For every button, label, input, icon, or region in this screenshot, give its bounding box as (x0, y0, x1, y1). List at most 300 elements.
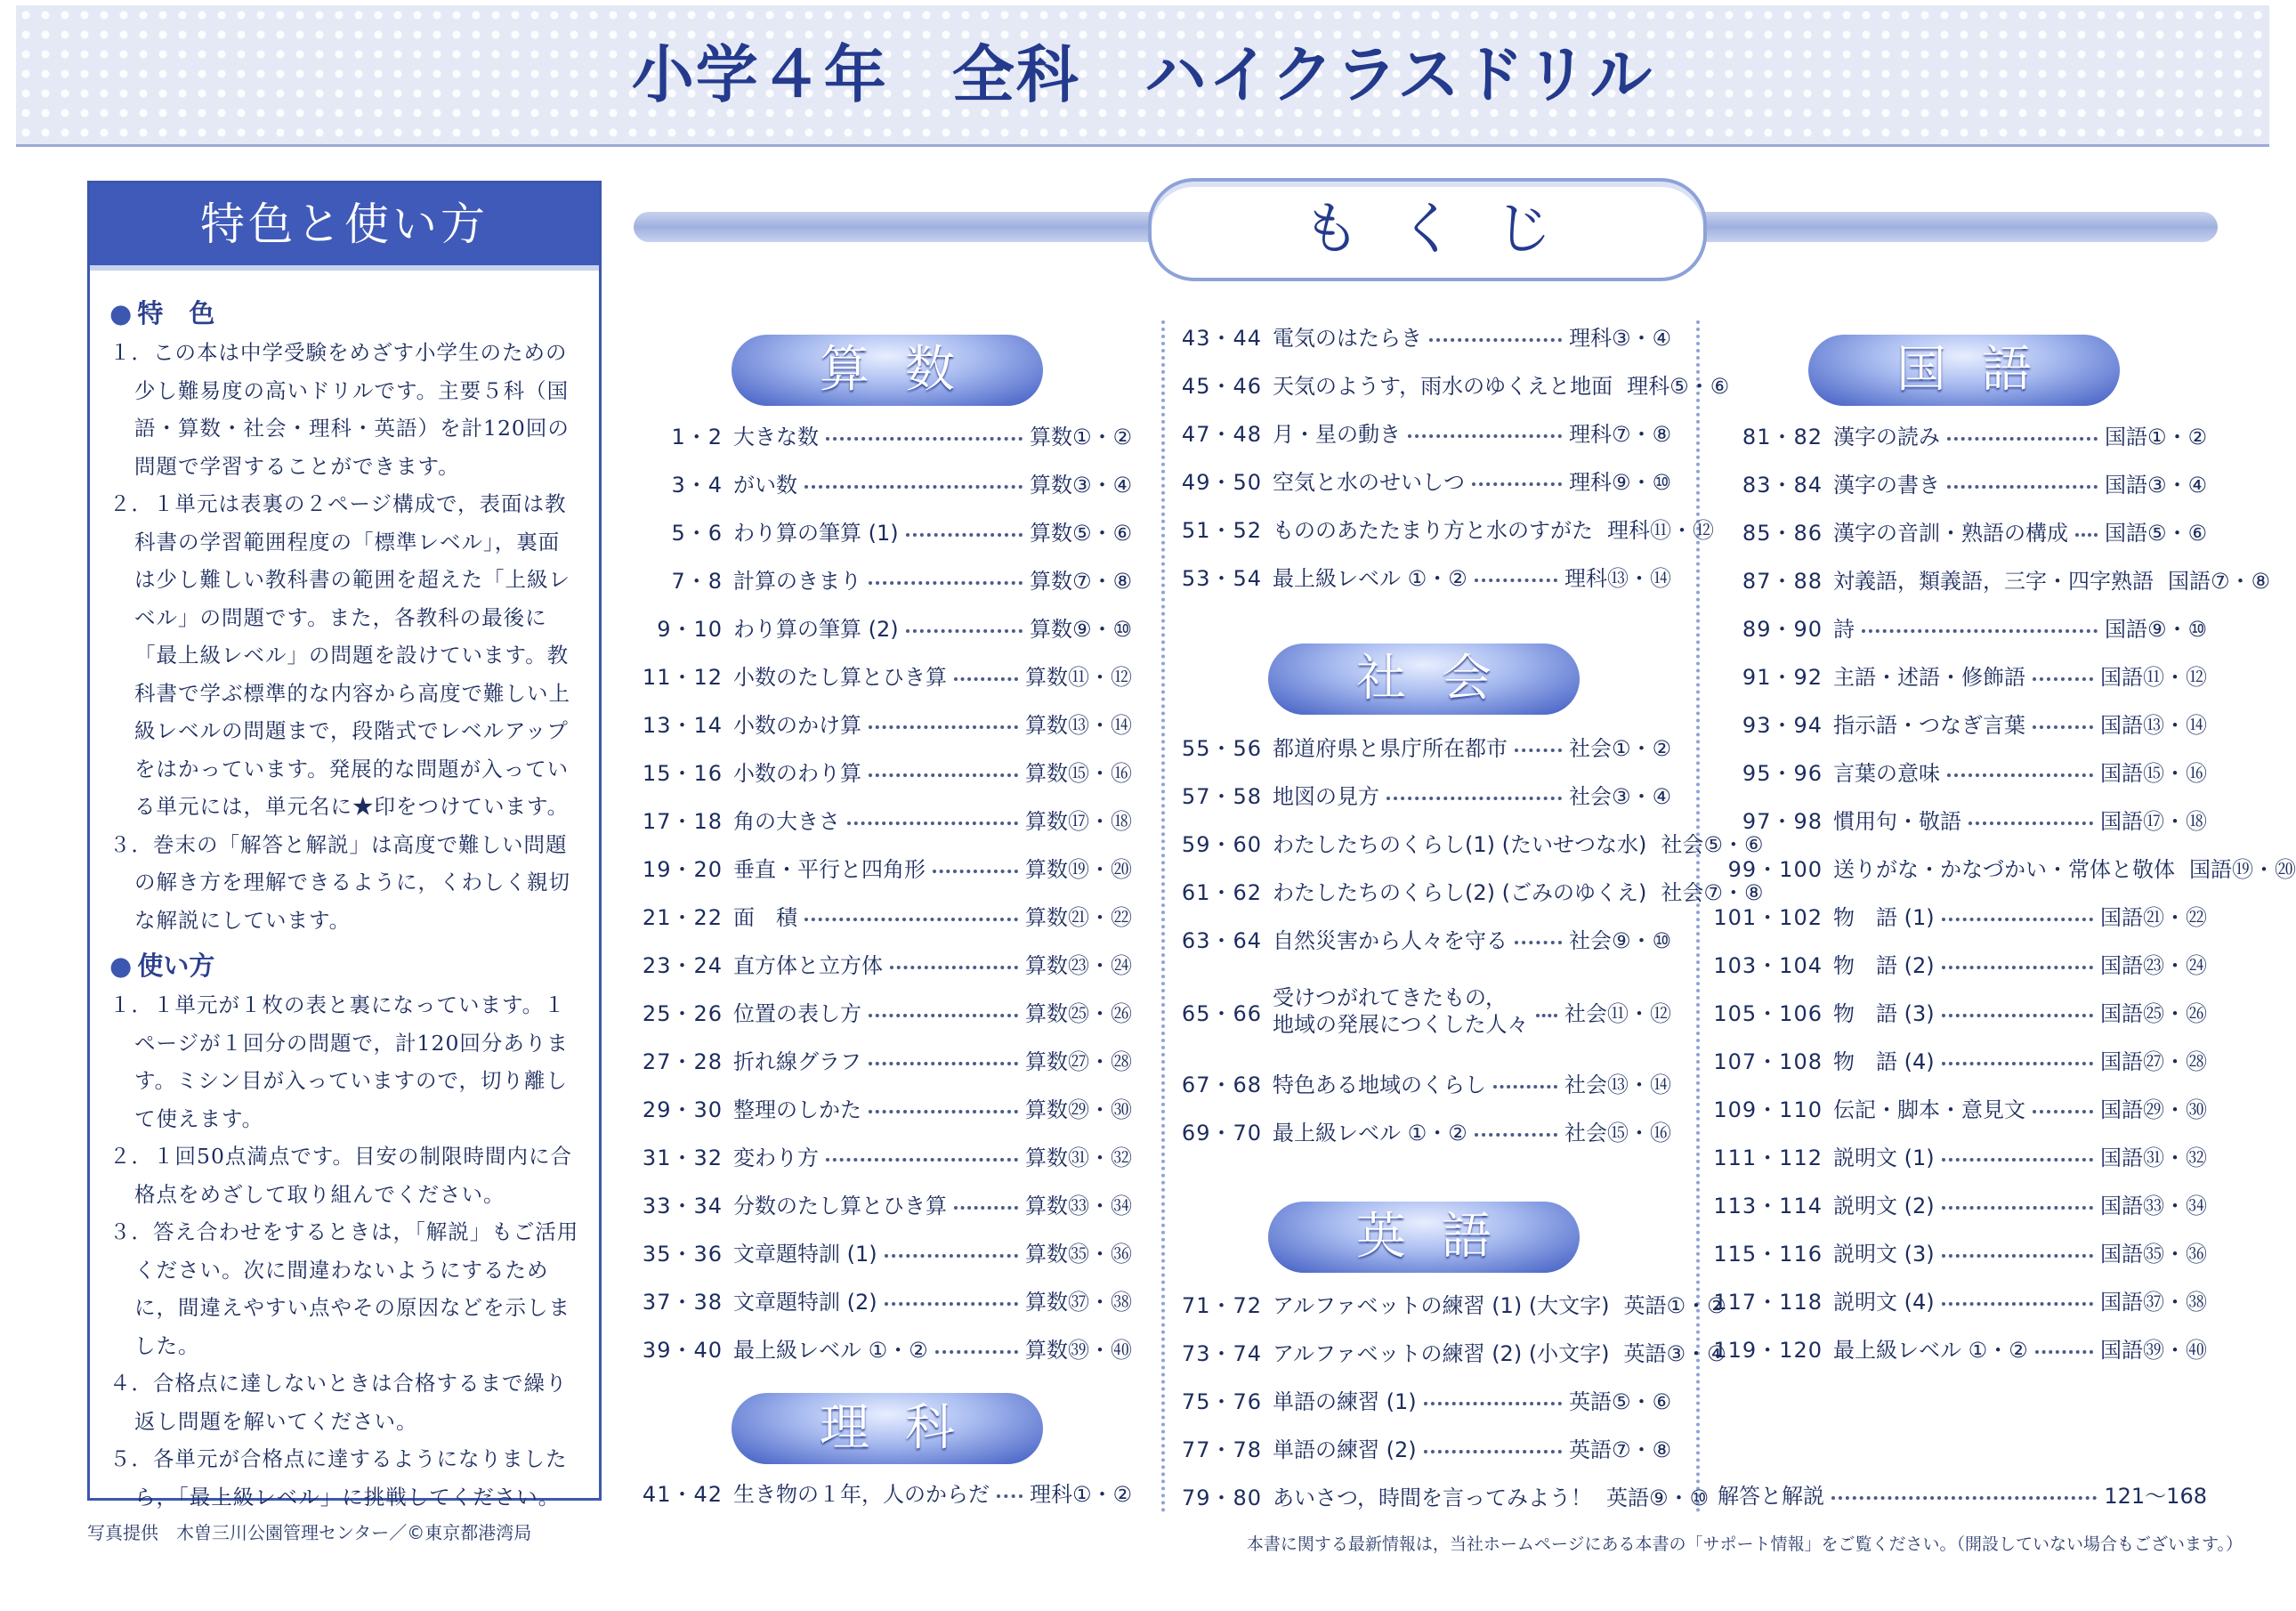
leader-dots (935, 1341, 1018, 1354)
leader-dots (2035, 1341, 2093, 1354)
toc-page-ref: 国語⑤・⑥ (2104, 520, 2207, 546)
toc-row[interactable] (634, 1472, 1132, 1511)
usage-item: ３．答え合わせをするときは，「解説」もご活用ください。次に間違わないようにするために，間違えやすい点やその原因などを示しました。 (109, 1219, 579, 1358)
toc-unit-number: 117・118 (1713, 1289, 1823, 1315)
toc-unit-number: 109・110 (1713, 1097, 1823, 1122)
toc-unit-number: 5・6 (671, 520, 723, 546)
toc-unit-title: 説明文 (1) (1833, 1145, 1935, 1170)
toc-unit-number: 43・44 (1181, 325, 1262, 351)
toc-row[interactable] (1709, 1328, 2207, 1367)
toc-unit-number: 13・14 (642, 712, 723, 738)
leader-dots (1408, 425, 1562, 438)
toc-page-ref: 算数③・④ (1029, 472, 1132, 498)
leader-dots (997, 1486, 1023, 1498)
toc-unit-number: 79・80 (1181, 1485, 1262, 1510)
leader-dots (869, 1005, 1018, 1017)
toc-row[interactable] (634, 511, 1132, 550)
features-panel-title: 特色と使い方 (90, 183, 599, 271)
leader-dots (869, 716, 1018, 729)
toc-page-ref: 国語㉑・㉒ (2100, 904, 2207, 930)
toc-unit-title: わたしたちのくらし(2) (ごみのゆくえ) (1273, 879, 1647, 905)
toc-row[interactable] (634, 992, 1132, 1031)
toc-row[interactable] (1709, 607, 2207, 646)
toc-page-ref: 国語㉟・㊱ (2100, 1241, 2207, 1267)
toc-unit-number: 99・100 (1727, 856, 1823, 882)
leader-dots (1386, 788, 1562, 800)
toc-page-ref: 算数⑰・⑱ (1025, 808, 1132, 834)
usage-item: ２．１回50点満点です。目安の制限時間内に合格点をめざして取り組んでください。 (109, 1144, 573, 1207)
toc-page-ref: 理科③・④ (1568, 325, 1671, 351)
toc-row[interactable] (634, 703, 1132, 742)
toc-row[interactable] (1173, 1283, 1726, 1323)
toc-page-ref: 理科①・② (1029, 1481, 1132, 1507)
toc-unit-title: 受けつがれてきたもの， 地域の発展につくした人々 (1273, 985, 1529, 1037)
toc-unit-number: 101・102 (1713, 904, 1823, 930)
toc-unit-title: 主語・述語・修飾語 (1833, 664, 2025, 690)
toc-unit-title: もののあたたまり方と水のすがた (1273, 517, 1593, 543)
toc-page-ref: 国語⑬・⑭ (2100, 712, 2207, 738)
toc-row[interactable] (1709, 559, 2271, 598)
leader-dots (954, 1197, 1018, 1210)
toc-row[interactable] (1173, 919, 1671, 958)
toc-unit-title: 文章題特訓 (2) (733, 1289, 877, 1315)
toc-unit-title: 漢字の音訓・熟語の構成 (1833, 520, 2068, 546)
section-title-features: ● 特 色 (109, 298, 215, 328)
toc-page-ref: 算数⑨・⑩ (1029, 616, 1132, 642)
toc-unit-number: 105・106 (1713, 1000, 1823, 1026)
leader-dots (1475, 570, 1557, 582)
leader-dots (1472, 474, 1562, 486)
toc-unit-title: 物 語 (3) (1833, 1000, 1935, 1026)
toc-page-ref: 算数㉛・㉜ (1025, 1145, 1132, 1170)
toc-row[interactable] (1173, 1111, 1671, 1150)
answers-title: 解答と解説 (1718, 1483, 1824, 1509)
subject-label-japanese: 国語 (1808, 335, 2120, 406)
toc-row[interactable] (1173, 1063, 1671, 1102)
toc-unit-title: わり算の筆算 (1) (733, 520, 899, 546)
toc-unit-number: 57・58 (1181, 783, 1262, 809)
toc-page-ref: 国語⑮・⑯ (2100, 760, 2207, 786)
toc-unit-number: 33・34 (642, 1193, 723, 1218)
toc-unit-number: 63・64 (1181, 927, 1262, 953)
answers-row[interactable] (1718, 1474, 2207, 1513)
toc-page-ref: 国語㉛・㉜ (2100, 1145, 2207, 1170)
toc-page-ref: 算数㉓・㉔ (1025, 952, 1132, 978)
leader-dots (1947, 765, 2093, 777)
leader-dots (885, 1245, 1018, 1258)
toc-unit-number: 55・56 (1181, 735, 1262, 761)
toc-row[interactable] (1709, 1184, 2207, 1223)
toc-unit-title: わり算の筆算 (2) (733, 616, 899, 642)
toc-unit-number: 59・60 (1181, 831, 1262, 857)
toc-row[interactable] (1709, 1088, 2207, 1127)
toc-unit-number: 47・48 (1181, 421, 1262, 447)
leader-dots (869, 1101, 1018, 1113)
toc-page-ref: 算数㉙・㉚ (1025, 1097, 1132, 1122)
toc-page-ref: 英語⑨・⑩ (1606, 1485, 1710, 1510)
leader-dots (954, 668, 1018, 681)
toc-unit-title: 小数のたし算とひき算 (733, 664, 947, 690)
toc-row[interactable] (1709, 1136, 2207, 1175)
toc-page-ref: 社会⑤・⑥ (1661, 831, 1764, 857)
toc-unit-title: 指示語・つなぎ言葉 (1833, 712, 2025, 738)
toc-page-ref: 国語⑲・⑳ (2189, 856, 2296, 882)
toc-row[interactable] (1709, 1232, 2207, 1271)
features-panel (87, 181, 602, 1510)
toc-page-ref: 国語⑰・⑱ (2100, 808, 2207, 834)
toc-page-ref: 理科⑨・⑩ (1568, 469, 1671, 495)
toc-unit-number: 41・42 (642, 1481, 723, 1507)
toc-row[interactable] (1709, 655, 2207, 694)
feature-item: ３．巻末の「解答と解説」は高度で難しい問題の解き方を理解できるように，くわしく親切な解説にしています。 (109, 831, 570, 933)
toc-unit-title: 地図の見方 (1273, 783, 1379, 809)
toc-row[interactable] (634, 895, 1132, 935)
toc-page-ref: 理科⑦・⑧ (1568, 421, 1671, 447)
toc-page-ref: 国語㊲・㊳ (2100, 1289, 2207, 1315)
toc-row[interactable] (1709, 511, 2207, 550)
toc-unit-title: 詩 (1833, 616, 1855, 642)
toc-unit-number: 23・24 (642, 952, 723, 978)
toc-unit-title: 漢字の読み (1833, 424, 1940, 449)
toc-unit-title: がい数 (733, 472, 797, 498)
toc-unit-number: 45・46 (1181, 373, 1262, 399)
toc-page-ref: 算数㊲・㊳ (1025, 1289, 1132, 1315)
toc-unit-number: 89・90 (1742, 616, 1823, 642)
leader-dots (2033, 716, 2093, 729)
toc-row[interactable] (634, 559, 1132, 598)
toc-row[interactable] (1709, 895, 2207, 935)
subject-label-math: 算数 (732, 335, 1043, 406)
toc-unit-number: 49・50 (1181, 469, 1262, 495)
toc-unit-number: 77・78 (1181, 1437, 1262, 1462)
toc-unit-number: 3・4 (671, 472, 723, 498)
toc-page-ref: 算数⑮・⑯ (1025, 760, 1132, 786)
toc-row[interactable] (1173, 460, 1671, 499)
toc-unit-title: アルファベットの練習 (2) (小文字) (1273, 1340, 1610, 1366)
toc-page-ref: 国語㉗・㉘ (2100, 1048, 2207, 1074)
toc-row[interactable] (1709, 751, 2207, 790)
leader-dots (804, 909, 1018, 921)
leader-dots (906, 620, 1023, 633)
toc-unit-title: 面 積 (733, 904, 797, 930)
toc-page-ref: 英語⑤・⑥ (1568, 1388, 1671, 1414)
usage-item: ５．各単元が合格点に達するようになりましたら，「最上級レベル」に挑戦してください。 (109, 1446, 568, 1510)
toc-page-ref: 算数㉑・㉒ (1025, 904, 1132, 930)
toc-page-ref: 社会③・④ (1568, 783, 1671, 809)
toc-page-ref: 国語①・② (2104, 424, 2207, 449)
toc-page-ref: 算数①・② (1029, 424, 1132, 449)
toc-row[interactable] (1709, 992, 2207, 1031)
toc-unit-number: 113・114 (1713, 1193, 1823, 1218)
toc-unit-number: 35・36 (642, 1241, 723, 1267)
toc-row[interactable] (1173, 726, 1671, 765)
leader-dots (1831, 1487, 2097, 1500)
toc-unit-title: アルファベットの練習 (1) (大文字) (1273, 1292, 1610, 1318)
leader-dots (1969, 813, 2093, 825)
toc-unit-number: 93・94 (1742, 712, 1823, 738)
toc-unit-number: 37・38 (642, 1289, 723, 1315)
leader-dots (1475, 1124, 1557, 1137)
toc-unit-title: 説明文 (4) (1833, 1289, 1935, 1315)
subject-label-social: 社会 (1268, 644, 1580, 715)
toc-unit-title: 電気のはたらき (1273, 325, 1422, 351)
toc-page-ref: 理科⑪・⑫ (1607, 517, 1714, 543)
leader-dots (2033, 668, 2093, 681)
leader-dots (1536, 1005, 1557, 1017)
toc-unit-title: 物 語 (4) (1833, 1048, 1935, 1074)
toc-row[interactable] (1709, 415, 2207, 454)
toc-page-ref: 算数⑬・⑭ (1025, 712, 1132, 738)
leader-dots (1942, 1053, 2093, 1065)
toc-row[interactable] (634, 1184, 1132, 1223)
toc-unit-number: 103・104 (1713, 952, 1823, 978)
toc-unit-title: 変わり方 (733, 1145, 819, 1170)
toc-unit-title: 大きな数 (733, 424, 819, 449)
toc-row[interactable] (634, 1088, 1132, 1127)
toc-unit-title: 整理のしかた (733, 1097, 861, 1122)
toc-row[interactable] (1173, 1428, 1671, 1467)
toc-page-ref: 算数㊴・㊵ (1025, 1337, 1132, 1363)
toc-row[interactable] (1173, 1332, 1726, 1371)
toc-unit-title: 物 語 (2) (1833, 952, 1935, 978)
toc-page-ref: 英語⑦・⑧ (1568, 1437, 1671, 1462)
toc-unit-number: 61・62 (1181, 879, 1262, 905)
toc-unit-title: 直方体と立方体 (733, 952, 883, 978)
toc-unit-title: 天気のようす，雨水のゆくえと地面 (1273, 373, 1613, 399)
toc-page-ref: 算数⑦・⑧ (1029, 568, 1132, 594)
page-title: 小学４年 全科 ハイクラスドリル (631, 38, 1654, 111)
usage-item: １．１単元が１枚の表と裏になっています。１ページが１回分の問題で，計120回分あります。ミシン目が入っていますので，切り離して使えます。 (109, 992, 569, 1131)
toc-row[interactable] (1173, 412, 1671, 451)
toc-unit-number: 53・54 (1181, 565, 1262, 591)
toc-unit-title: 空気と水のせいしつ (1273, 469, 1465, 495)
toc-row[interactable] (1709, 799, 2207, 838)
subject-label-english: 英語 (1268, 1202, 1580, 1273)
leader-dots (1942, 957, 2093, 969)
feature-item: ２．１単元は表裏の２ページ構成で，表面は教科書の学習範囲程度の「標準レベル」，裏面は少し難しい教科書の範囲を超えた「上級レベル」の問題です。また，各教科の最後に「最上級レベル」の問題を設けています。教科書で学ぶ標準的な内容から高度で難しい上級レベルの問題まで，段階式でレベルアップをはかっています。発展的な問題が入っている単元には，単元名に★印をつけています。 (109, 491, 570, 819)
leader-dots (2075, 524, 2098, 537)
toc-row[interactable] (1173, 1380, 1671, 1419)
toc-unit-number: 31・32 (642, 1145, 723, 1170)
leader-dots (847, 813, 1018, 825)
toc-unit-title: 折れ線グラフ (733, 1048, 861, 1074)
toc-unit-title: 説明文 (2) (1833, 1193, 1935, 1218)
leader-dots (826, 428, 1023, 441)
toc-unit-number: 87・88 (1742, 568, 1823, 594)
column-separator (1696, 320, 1700, 1513)
leader-dots (1515, 932, 1562, 944)
toc-row[interactable] (634, 607, 1132, 646)
toc-unit-title: 分数のたし算とひき算 (733, 1193, 947, 1218)
toc-unit-title: 小数のわり算 (733, 760, 861, 786)
toc-page-ref: 国語③・④ (2104, 472, 2207, 498)
toc-row[interactable] (1709, 943, 2207, 983)
toc-unit-title: あいさつ，時間を言ってみよう！ (1273, 1485, 1593, 1510)
toc-page-ref: 理科⑬・⑭ (1564, 565, 1671, 591)
toc-page-ref: 社会⑬・⑭ (1564, 1072, 1671, 1097)
subject-label-science: 理科 (732, 1393, 1043, 1464)
toc-row[interactable] (1173, 508, 1714, 547)
leader-dots (869, 572, 1023, 585)
toc-row[interactable] (634, 1040, 1132, 1079)
toc-page-ref: 国語⑦・⑧ (2168, 568, 2271, 594)
toc-row[interactable] (634, 1136, 1132, 1175)
toc-unit-title: 都道府県と県庁所在都市 (1273, 735, 1508, 761)
toc-unit-title: 小数のかけ算 (733, 712, 861, 738)
toc-row[interactable] (1709, 703, 2207, 742)
leader-dots (933, 861, 1018, 873)
toc-row[interactable] (634, 655, 1132, 694)
toc-unit-title: 慣用句・敬語 (1833, 808, 1961, 834)
leader-dots (1429, 329, 1562, 342)
toc-unit-title: 説明文 (3) (1833, 1241, 1935, 1267)
toc-page-ref: 算数㉕・㉖ (1025, 1000, 1132, 1026)
toc-row[interactable] (1173, 983, 1671, 1040)
toc-unit-title: 文章題特訓 (1) (733, 1241, 877, 1267)
toc-row[interactable] (634, 799, 1132, 838)
photo-credit: 写真提供 木曽三川公園管理センター／©東京都港湾局 (87, 1522, 532, 1543)
answers-page-ref: 121～168 (2104, 1483, 2207, 1509)
toc-unit-number: 19・20 (642, 856, 723, 882)
toc-unit-number: 107・108 (1713, 1048, 1823, 1074)
toc-row[interactable] (634, 463, 1132, 502)
toc-row[interactable] (1173, 316, 1671, 355)
toc-page-ref: 算数⑲・⑳ (1025, 856, 1132, 882)
leader-dots (826, 1149, 1018, 1162)
toc-page-ref: 国語⑨・⑩ (2104, 616, 2207, 642)
toc-unit-title: 最上級レベル ①・② (1273, 1120, 1467, 1146)
toc-row[interactable] (1709, 1040, 2207, 1079)
leader-dots (1942, 1293, 2093, 1306)
toc-unit-number: 27・28 (642, 1048, 723, 1074)
toc-unit-title: わたしたちのくらし(1) (たいせつな水) (1273, 831, 1647, 857)
toc-row[interactable] (1173, 1476, 1710, 1515)
toc-unit-number: 67・68 (1181, 1072, 1262, 1097)
toc-unit-number: 75・76 (1181, 1388, 1262, 1414)
toc-unit-title: 特色ある地域のくらし (1273, 1072, 1486, 1097)
toc-unit-number: 39・40 (642, 1337, 723, 1363)
leader-dots (1947, 428, 2098, 441)
toc-unit-title: 単語の練習 (2) (1273, 1437, 1417, 1462)
toc-row[interactable] (634, 415, 1132, 454)
toc-unit-title: 最上級レベル ①・② (733, 1337, 928, 1363)
section-title-usage: ● 使い方 (109, 951, 215, 981)
toc-row[interactable] (634, 1232, 1132, 1271)
toc-unit-title: 漢字の書き (1833, 472, 1940, 498)
toc-page-ref: 算数⑤・⑥ (1029, 520, 1132, 546)
toc-page-ref: 理科⑤・⑥ (1627, 373, 1730, 399)
leader-dots (1424, 1393, 1562, 1405)
toc-unit-title: 伝記・脚本・意見文 (1833, 1097, 2025, 1122)
usage-item: ４．合格点に達しないときは合格するまで繰り返し問題を解いてください。 (109, 1371, 568, 1434)
leader-dots (1942, 1005, 2093, 1017)
toc-page-ref: 社会⑨・⑩ (1568, 927, 1671, 953)
leader-dots (869, 1053, 1018, 1065)
toc-page-ref: 算数㉗・㉘ (1025, 1048, 1132, 1074)
toc-row[interactable] (1709, 463, 2207, 502)
toc-unit-number: 83・84 (1742, 472, 1823, 498)
toc-unit-number: 91・92 (1742, 664, 1823, 690)
toc-page-ref: 社会⑮・⑯ (1564, 1120, 1671, 1146)
leader-dots (1942, 1245, 2093, 1258)
toc-row[interactable] (634, 1280, 1132, 1319)
toc-unit-title: 単語の練習 (1) (1273, 1388, 1417, 1414)
toc-page-ref: 国語㉓・㉔ (2100, 952, 2207, 978)
toc-page-ref: 国語㉕・㉖ (2100, 1000, 2207, 1026)
toc-unit-number: 119・120 (1713, 1337, 1823, 1363)
toc-unit-number: 81・82 (1742, 424, 1823, 449)
toc-page-ref: 国語㉝・㉞ (2100, 1193, 2207, 1218)
features-panel-body (90, 271, 599, 1516)
toc-page-ref: 国語㉙・㉚ (2100, 1097, 2207, 1122)
toc-unit-title: 角の大きさ (733, 808, 840, 834)
toc-page-ref: 英語①・② (1623, 1292, 1726, 1318)
page-header (16, 5, 2269, 147)
leader-dots (1942, 1149, 2093, 1162)
toc-unit-number: 15・16 (642, 760, 723, 786)
toc-row[interactable] (1173, 556, 1671, 595)
leader-dots (1493, 1076, 1557, 1089)
leader-dots (2033, 1101, 2093, 1113)
toc-row[interactable] (634, 943, 1132, 983)
toc-page-ref: 社会⑦・⑧ (1661, 879, 1764, 905)
column-separator (1161, 320, 1165, 1513)
leader-dots (869, 765, 1018, 777)
toc-unit-number: 1・2 (671, 424, 723, 449)
toc-unit-number: 21・22 (642, 904, 723, 930)
toc-page-ref: 算数⑪・⑫ (1025, 664, 1132, 690)
toc-unit-number: 11・12 (642, 664, 723, 690)
toc-unit-title: 自然災害から人々を守る (1273, 927, 1508, 953)
toc-unit-number: 115・116 (1713, 1241, 1823, 1267)
toc-row[interactable] (634, 847, 1132, 886)
leader-dots (906, 524, 1023, 537)
toc-unit-number: 29・30 (642, 1097, 723, 1122)
toc-page-ref: 国語⑪・⑫ (2100, 664, 2207, 690)
toc-unit-number: 111・112 (1713, 1145, 1823, 1170)
contents-heading: もくじ (1148, 178, 1707, 281)
leader-dots (804, 476, 1023, 489)
toc-page-ref: 算数㉟・㊱ (1025, 1241, 1132, 1267)
toc-row[interactable] (1173, 870, 1764, 910)
support-notice: 本書に関する最新情報は，当社ホームページにある本書の「サポート情報」をご覧ください。（開設していない場合もございます。） (1246, 1534, 2243, 1554)
toc-row[interactable] (1173, 822, 1764, 862)
toc-row[interactable] (1173, 774, 1671, 814)
toc-unit-title: 位置の表し方 (733, 1000, 861, 1026)
toc-page-ref: 社会①・② (1568, 735, 1671, 761)
feature-item: １．この本は中学受験をめざす小学生のための少し難易度の高いドリルです。主要５科（国語・算数・社会・理科・英語）を計120回の問題で学習することができます。 (109, 340, 570, 479)
leader-dots (1947, 476, 2098, 489)
toc-page-ref: 国語㊴・㊵ (2100, 1337, 2207, 1363)
leader-dots (890, 957, 1018, 969)
toc-row[interactable] (1709, 1280, 2207, 1319)
toc-unit-number: 25・26 (642, 1000, 723, 1026)
toc-row[interactable] (634, 751, 1132, 790)
leader-dots (1942, 1197, 2093, 1210)
toc-row[interactable] (1173, 364, 1730, 403)
leader-dots (1862, 620, 2098, 633)
toc-row[interactable] (1709, 847, 2296, 886)
toc-unit-title: 対義語，類義語，三字・四字熟語 (1833, 568, 2154, 594)
toc-unit-number: 65・66 (1181, 1000, 1262, 1026)
toc-unit-number: 95・96 (1742, 760, 1823, 786)
toc-unit-number: 17・18 (642, 808, 723, 834)
toc-row[interactable] (634, 1328, 1132, 1367)
toc-unit-title: 最上級レベル ①・② (1833, 1337, 2028, 1363)
toc-unit-title: 言葉の意味 (1833, 760, 1940, 786)
toc-unit-title: 物 語 (1) (1833, 904, 1935, 930)
toc-unit-title: 生き物の１年，人のからだ (733, 1481, 990, 1507)
